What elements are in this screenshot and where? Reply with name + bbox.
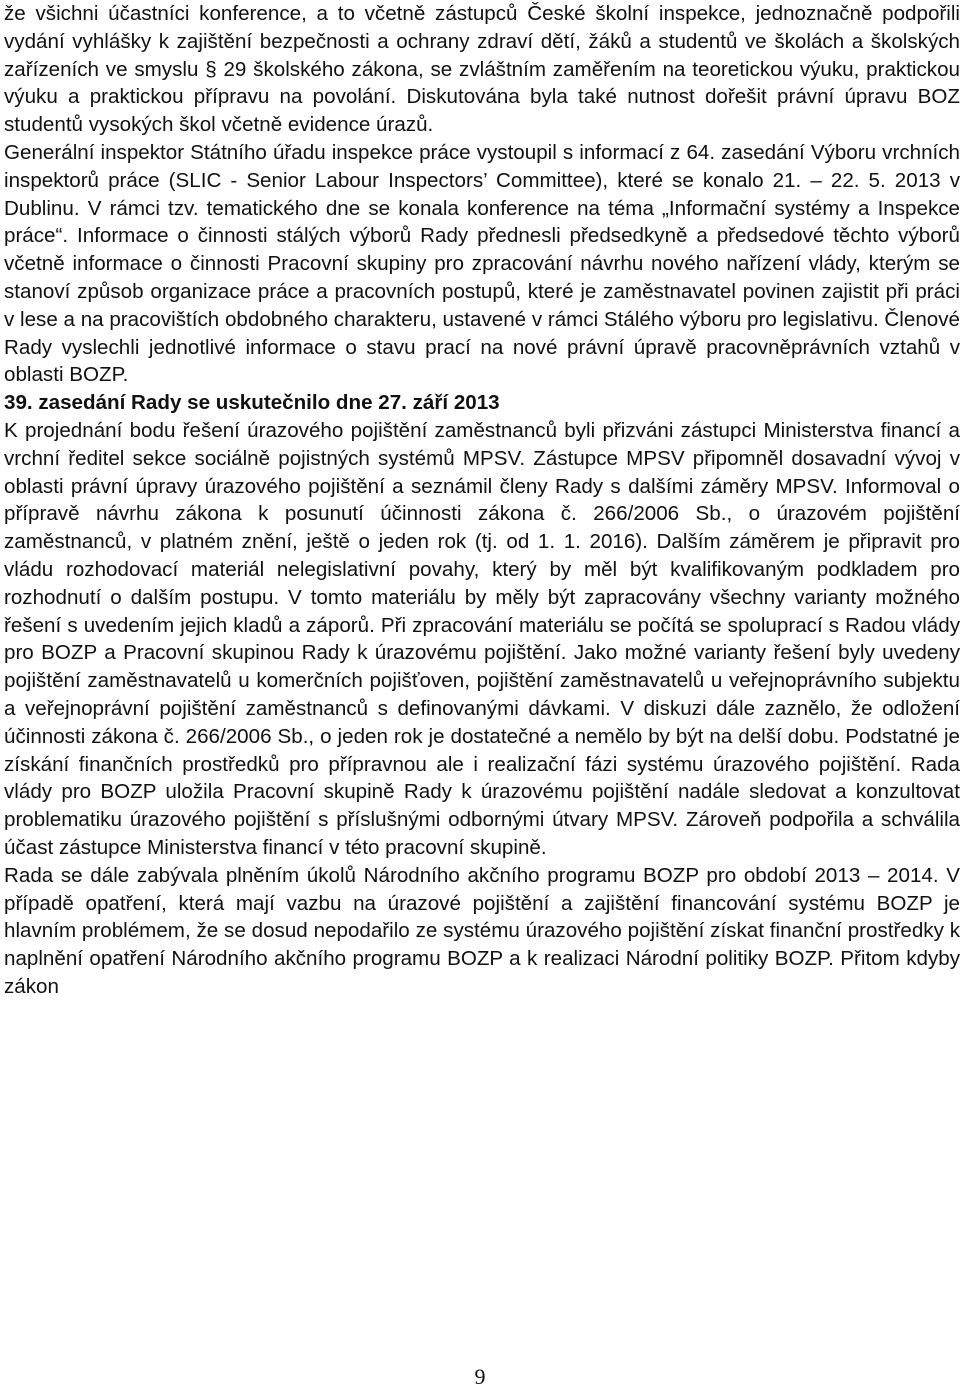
- page-number: 9: [474, 1364, 486, 1389]
- section-heading-39th-meeting: 39. zasedání Rady se uskutečnilo dne 27. září 2013: [4, 391, 500, 415]
- paragraph-national-action-program: Rada se dále zabývala plněním úkolů Národního akčního programu BOZP pro období 2013 – 2014. V případě opatření, která mají vazbu na úrazové pojištění a zajištění financování systému BOZP je hlavním problémem, že se dosud nepodařilo ze systému úrazového pojištění získat finanční prostředky k naplnění opatření Národního akčního programu BOZP a k realizaci Národní politiky BOZP. Přitom kdyby zákon: [4, 863, 960, 998]
- paragraph-conference-conclusion: že všichni účastníci konference, a to včetně zástupců České školní inspekce, jednoznačně podpořili vydání vyhlášky k zajištění bezpečnosti a ochrany zdraví dětí, žáků a studentů ve školách a školských zařízeních ve smyslu § 29 školského zákona, se zvláštním zaměřením na teoretickou výuku, praktickou výuku a praktickou přípravu na povolání. Diskutována byla také nutnost dořešit právní úpravu BOZ studentů vysokých škol včetně evidence úrazů.: [4, 2, 960, 137]
- paragraph-injury-insurance: K projednání bodu řešení úrazového pojištění zaměstnanců byli přizváni zástupci Ministerstva financí a vrchní ředitel sekce sociálně pojistných systémů MPSV. Zástupce MPSV připomněl dosavadní vývoj v oblasti právní úpravy úrazového pojištění a seznámil členy Rady s dalšími záměry MPSV. Informoval o přípravě návrhu zákona k posunutí účinnosti zákona č. 266/2006 Sb., o úrazovém pojištění zaměstnanců, v platném znění, ještě o jeden rok (tj. od 1. 1. 2016). Dalším záměrem je připravit pro vládu rozhodovací materiál nelegislativní povahy, který by měl být kvalifikovaným podkladem pro rozhodnutí o dalším postupu. V tomto materiálu by měly být zapracovány všechny varianty možného řešení s uvedením jejich kladů a záporů. Při zpracování materiálu se počítá se spoluprací s Radou vlády pro BOZP a Pracovní skupinou Rady k úrazovému pojištění. Jako možné varianty řešení byly uvedeny pojištění zaměstnavatelů u komerčních pojišťoven, pojištění zaměstnavatelů u veřejnoprávního subjektu a veřejnoprávní pojištění zaměstnanců s definovanými dávkami. V diskuzi dále zaznělo, že odložení účinnosti zákona č. 266/2006 Sb., o jeden rok je dostatečné a nemělo by být na delší dobu. Podstatné je získání finančních prostředků pro přípravnou ale i realizační fázi systému úrazového pojištění. Rada vlády pro BOZP uložila Pracovní skupině Rady k úrazovému pojištění nadále sledovat a konzultovat problematiku úrazového pojištění s příslušnými odbornými útvary MPSV. Zároveň podpořila a schválila účast zástupce Ministerstva financí v této pracovní skupině.: [4, 418, 960, 859]
- paragraph-slic-report: Generální inspektor Státního úřadu inspekce práce vystoupil s informací z 64. zasedání Výboru vrchních inspektorů práce (SLIC - Senior Labour Inspectors’ Committee), které se konalo 21. – 22. 5. 2013 v Dublinu. V rámci tzv. tematického dne se konala konference na téma „Informační systémy a Inspekce práce“. Informace o činnosti stálých výborů Rady přednesli předsedkyně a předsedové těchto výborů včetně informace o činnosti Pracovní skupiny pro zpracování návrhu nového nařízení vlády, kterým se stanoví způsob organizace práce a pracovních postupů, které je zaměstnavatel povinen zajistit při práci v lese a na pracovištích obdobného charakteru, ustavené v rámci Stálého výboru pro legislativu. Členové Rady vyslechli jednotlivé informace o stavu prací na nové právní úpravě pracovněprávních vztahů v oblasti BOZP.: [4, 140, 960, 387]
- document-page: [4, 0, 960, 1001]
